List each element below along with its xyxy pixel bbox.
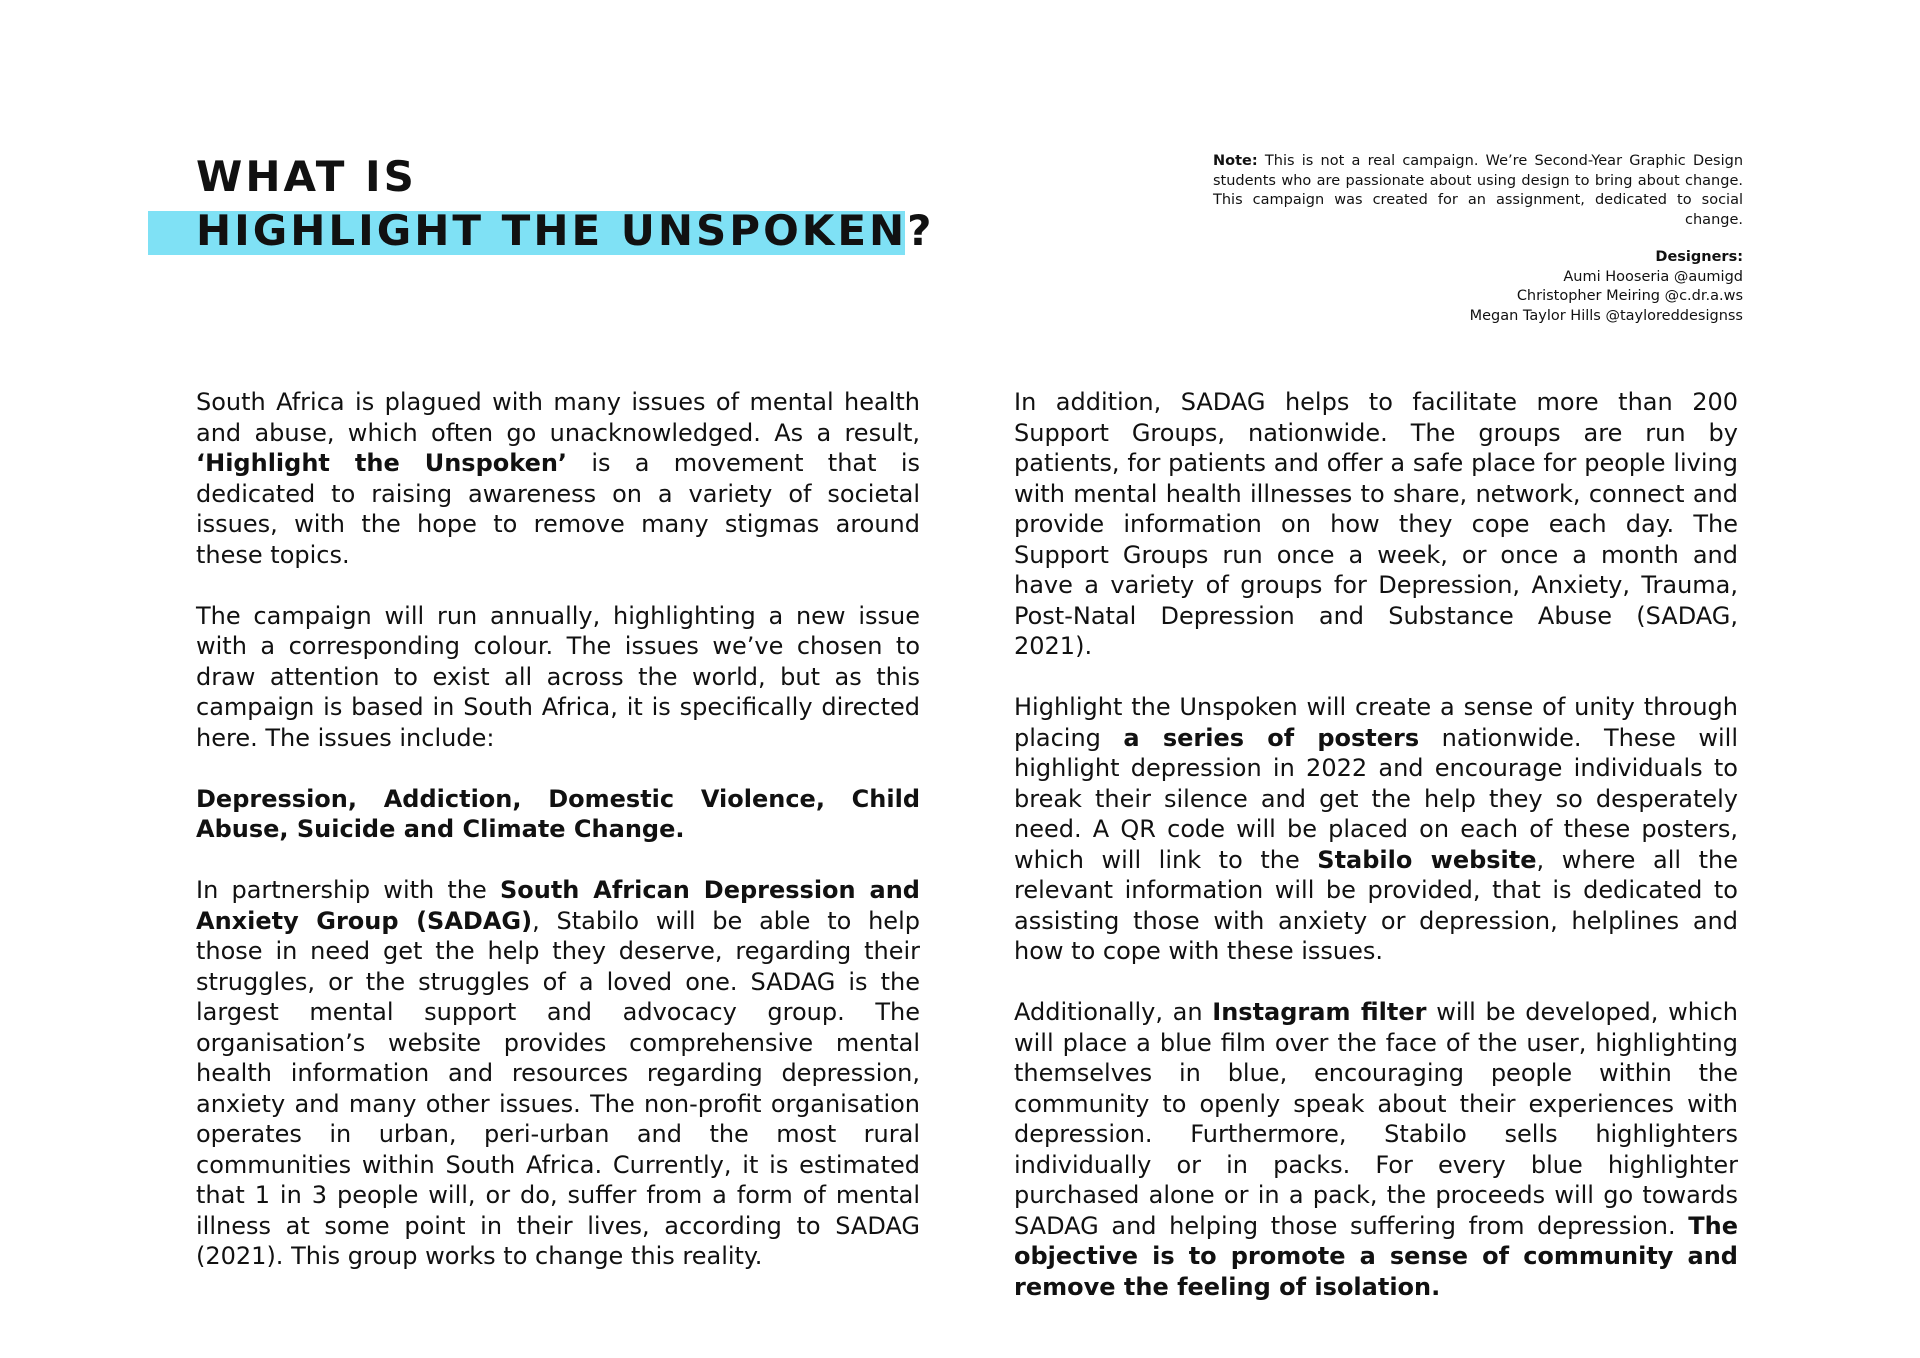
note-text: This is not a real campaign. We’re Second-Year Graphic Design students who are passionate about using design to bring about change. This campaign was created for an assignment, dedicated to social change. bbox=[1213, 153, 1744, 228]
title-line-1: WHAT IS bbox=[196, 152, 417, 201]
campaign-paragraph: The campaign will run annually, highlighting a new issue with a corresponding colour. The issues we’ve chosen to draw attention to exist all across the world, but as this campaign is based in South Africa, it is specifically directed here. The issues include: bbox=[196, 601, 920, 752]
title-line-2: HIGHLIGHT THE UNSPOKEN? bbox=[196, 206, 935, 255]
partnership-paragraph bbox=[196, 875, 920, 1272]
designers-label: Designers: bbox=[1655, 249, 1743, 265]
disclaimer-note bbox=[1213, 152, 1743, 230]
left-column bbox=[196, 387, 920, 1302]
text-run: will be developed, which will place a blue film over the face of the user, highlighting themselves in blue, encouraging people within the community to openly speak about their experiences with depression. Furthermore, Stabilo sells highlighters individually or in packs. For every blue highlighter purchased alone or in a pack, the proceeds will go towards SADAG and helping those suffering from depression. bbox=[1014, 998, 1738, 1240]
text-run: is a movement that is dedicated to raising awareness on a variety of societal issues, with the hope to remove many stigmas around these topics. bbox=[196, 449, 920, 569]
text-run: , where all the relevant information will be provided, that is dedicated to assisting those with anxiety or depression, helplines and how to cope with these issues. bbox=[1014, 845, 1739, 965]
designer-name: Megan Taylor Hills @tayloreddesignss bbox=[1469, 307, 1743, 324]
support-groups-paragraph: In addition, SADAG helps to facilitate more than 200 Support Groups, nationwide. The groups are run by patients, for patients and offer a safe place for people living with mental health illnesses to share, network, connect and provide information on how they cope each day. The Support Groups run once a week, or once a month and have a variety of groups for Depression, Anxiety, Trauma, Post-Natal Depression and Substance Abuse (SADAG, 2021). bbox=[1014, 388, 1738, 660]
objective-bold: The objective is to promote a sense of community and remove the feeling of isolation. bbox=[1014, 1211, 1738, 1301]
issues-list bbox=[196, 784, 920, 845]
designer-name: Aumi Hooseria @aumigd bbox=[1563, 268, 1743, 285]
text-run: , Stabilo will be able to help those in need get the help they deserve, regarding their struggles, or the struggles of a loved one. SADAG is the largest mental support and advocacy group. The organisation’s website provides comprehensive mental health information and resources regarding depression, anxiety and many other issues. The non-profit organisation operates in urban, peri-urban and the most rural communities within South Africa. Currently, it is estimated that 1 in 3 people will, or do, suffer from a form of mental illness at some point in their lives, according to SADAG (2021). This group works to change this reality. bbox=[196, 906, 920, 1270]
text-run: South Africa is plagued with many issues of mental health and abuse, which often go unacknowledged. As a result, bbox=[196, 388, 920, 447]
note-label: Note: bbox=[1213, 153, 1258, 169]
instagram-paragraph bbox=[1014, 997, 1738, 1302]
sadag-name-bold: South African Depression and Anxiety Group (SADAG) bbox=[196, 876, 920, 935]
page-title bbox=[196, 150, 935, 258]
campaign-name-bold: ‘Highlight the Unspoken’ bbox=[196, 449, 568, 477]
issues-bold: Depression, Addiction, Domestic Violence, Child Abuse, Suicide and Climate Change. bbox=[196, 784, 920, 843]
intro-paragraph bbox=[196, 387, 920, 570]
text-run: nationwide. These will highlight depression in 2022 and encourage individuals to break their silence and get the help they so desperately need. A QR code will be placed on each of these posters, which will link to the bbox=[1014, 723, 1739, 874]
designers-credits bbox=[1343, 248, 1743, 326]
website-bold: Stabilo website bbox=[1317, 845, 1537, 874]
posters-paragraph bbox=[1014, 692, 1738, 967]
instagram-filter-bold: Instagram filter bbox=[1212, 998, 1427, 1026]
designer-name: Christopher Meiring @c.dr.a.ws bbox=[1516, 288, 1743, 304]
text-run: Additionally, an bbox=[1014, 998, 1213, 1026]
text-run: Highlight the Unspoken will create a sense of unity through placing bbox=[1014, 693, 1738, 752]
text-run: In partnership with the bbox=[196, 876, 500, 904]
right-column bbox=[1014, 387, 1738, 1333]
posters-bold: a series of posters bbox=[1123, 723, 1420, 752]
